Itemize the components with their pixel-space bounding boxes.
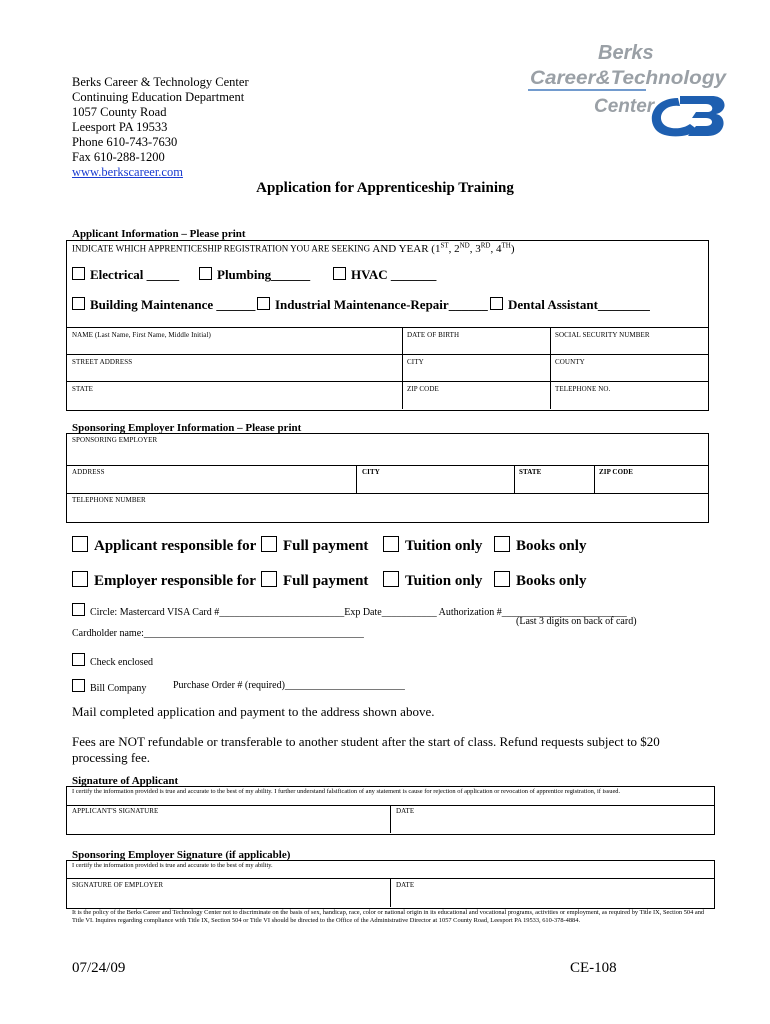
purchase-order-field[interactable]: Purchase Order # (required)________________________ xyxy=(173,680,405,691)
field-sponsoring-employer[interactable]: SPONSORING EMPLOYER xyxy=(72,436,158,444)
checkbox[interactable] xyxy=(261,571,277,587)
checkbox[interactable] xyxy=(72,679,85,692)
check-enclosed[interactable]: Check enclosed xyxy=(72,653,153,668)
org-name: Berks Career & Technology Center xyxy=(72,75,249,89)
employer-date-field[interactable]: DATE xyxy=(396,881,415,889)
checkbox[interactable] xyxy=(333,267,346,280)
employer-full-payment[interactable]: Full payment xyxy=(261,571,368,590)
program-electrical[interactable]: Electrical _____ xyxy=(72,267,179,283)
nondiscrimination-policy: It is the policy of the Berks Career and Technology Center not to discriminate on the basis of sex, handicap, race, color or national origin in its educational and vocational programs, activities or employment, as required by Title IX, Section 504 and Title VI. Inquires regarding compliance with Title IX, Section 504 or Title VI should be directed to the Office of the Administrative Director at 1057 County Road, Leesport PA 19533, 610-378-4884. xyxy=(72,909,705,924)
org-website-link[interactable]: www.berkscareer.com xyxy=(72,165,183,179)
employer-tuition-only[interactable]: Tuition only xyxy=(383,571,482,590)
mail-note: Mail completed application and payment to the address shown above. xyxy=(72,704,435,719)
checkbox[interactable] xyxy=(72,536,88,552)
checkbox[interactable] xyxy=(72,571,88,587)
logo-line2: Career&Technology xyxy=(530,68,728,89)
checkbox[interactable] xyxy=(494,571,510,587)
org-city: Leesport PA 19533 xyxy=(72,120,168,134)
org-street: 1057 County Road xyxy=(72,105,167,119)
checkbox[interactable] xyxy=(72,267,85,280)
org-fax: Fax 610-288-1200 xyxy=(72,150,165,164)
checkbox[interactable] xyxy=(72,297,85,310)
checkbox[interactable] xyxy=(257,297,270,310)
cardholder-name-field[interactable]: Cardholder name:____________________________________________ xyxy=(72,628,364,639)
checkbox[interactable] xyxy=(261,536,277,552)
instruction-year: AND YEAR (1ST, 2ND, 3RD, 4TH) xyxy=(372,241,515,255)
field-employer-zip[interactable]: ZIP CODE xyxy=(599,468,634,476)
field-dob[interactable]: DATE OF BIRTH xyxy=(407,331,460,339)
field-name[interactable]: NAME (Last Name, First Name, Middle Initial) xyxy=(72,331,211,339)
logo-monogram-icon xyxy=(652,96,725,136)
program-dental-assistant[interactable]: Dental Assistant________ xyxy=(490,297,650,313)
field-employer-city[interactable]: CITY xyxy=(362,468,380,476)
field-state[interactable]: STATE xyxy=(72,385,93,393)
applicant-full-payment[interactable]: Full payment xyxy=(261,536,368,555)
last3-note: (Last 3 digits on back of card) xyxy=(516,616,637,627)
credit-card-line[interactable]: Circle: Mastercard VISA Card #_________________________Exp Date___________ Authorization #_________________________ xyxy=(72,603,627,618)
field-county[interactable]: COUNTY xyxy=(555,358,585,366)
program-hvac[interactable]: HVAC _______ xyxy=(333,267,436,283)
employer-heading: Sponsoring Employer Information – Please print xyxy=(72,422,302,434)
org-dept: Continuing Education Department xyxy=(72,90,245,104)
org-phone: Phone 610-743-7630 xyxy=(72,135,178,149)
applicant-heading: Applicant Information – Please print xyxy=(72,228,246,240)
employer-box xyxy=(66,433,709,523)
fees-note: Fees are NOT refundable or transferable to another student after the start of class. Refund requests subject to $20 processing fee. xyxy=(72,734,660,765)
applicant-signature-field[interactable]: APPLICANT'S SIGNATURE xyxy=(72,807,159,815)
field-street[interactable]: STREET ADDRESS xyxy=(72,358,133,366)
logo-line1: Berks xyxy=(598,42,654,64)
program-building-maintenance[interactable]: Building Maintenance ______ xyxy=(72,297,255,313)
bill-company[interactable]: Bill Company xyxy=(72,679,146,694)
org-address xyxy=(72,75,249,180)
program-industrial-maintenance[interactable]: Industrial Maintenance-Repair______ xyxy=(257,297,488,313)
applicant-date-field[interactable]: DATE xyxy=(396,807,415,815)
registration-instruction xyxy=(72,241,515,255)
instruction-text: INDICATE WHICH APPRENTICESHIP REGISTRATION YOU ARE SEEKING xyxy=(72,243,371,254)
field-employer-address[interactable]: ADDRESS xyxy=(72,468,105,476)
applicant-books-only[interactable]: Books only xyxy=(494,536,586,555)
applicant-tuition-only[interactable]: Tuition only xyxy=(383,536,482,555)
checkbox[interactable] xyxy=(494,536,510,552)
checkbox[interactable] xyxy=(72,653,85,666)
employer-certify: I certify the information provided is true and accurate to the best of my ability. xyxy=(72,862,273,869)
checkbox[interactable] xyxy=(199,267,212,280)
logo-graphic xyxy=(528,40,728,140)
field-employer-telephone[interactable]: TELEPHONE NUMBER xyxy=(72,496,146,504)
field-telephone[interactable]: TELEPHONE NO. xyxy=(555,385,611,393)
employer-signature-field[interactable]: SIGNATURE OF EMPLOYER xyxy=(72,881,164,889)
form-code: CE-108 xyxy=(570,960,617,976)
checkbox[interactable] xyxy=(490,297,503,310)
logo-line3: Center xyxy=(594,96,655,117)
program-plumbing[interactable]: Plumbing______ xyxy=(199,267,310,283)
field-zip[interactable]: ZIP CODE xyxy=(407,385,439,393)
applicant-certify: I certify the information provided is true and accurate to the best of my ability. I further understand falsification of any statement is cause for rejection of application or revocation of apprentice registration, if issued. xyxy=(72,788,621,795)
page-title: Application for Apprenticeship Training xyxy=(256,180,514,196)
employer-responsible[interactable]: Employer responsible for xyxy=(72,571,256,590)
field-city[interactable]: CITY xyxy=(407,358,424,366)
logo xyxy=(528,40,728,140)
checkbox[interactable] xyxy=(72,603,85,616)
checkbox[interactable] xyxy=(383,536,399,552)
checkbox[interactable] xyxy=(383,571,399,587)
field-employer-state[interactable]: STATE xyxy=(519,468,542,476)
employer-signature-heading: Sponsoring Employer Signature (if applicable) xyxy=(72,849,291,861)
applicant-signature-heading: Signature of Applicant xyxy=(72,775,179,787)
applicant-box xyxy=(66,240,709,411)
applicant-responsible[interactable]: Applicant responsible for xyxy=(72,536,256,555)
employer-books-only[interactable]: Books only xyxy=(494,571,586,590)
form-date: 07/24/09 xyxy=(72,960,126,976)
field-ssn[interactable]: SOCIAL SECURITY NUMBER xyxy=(555,331,650,339)
